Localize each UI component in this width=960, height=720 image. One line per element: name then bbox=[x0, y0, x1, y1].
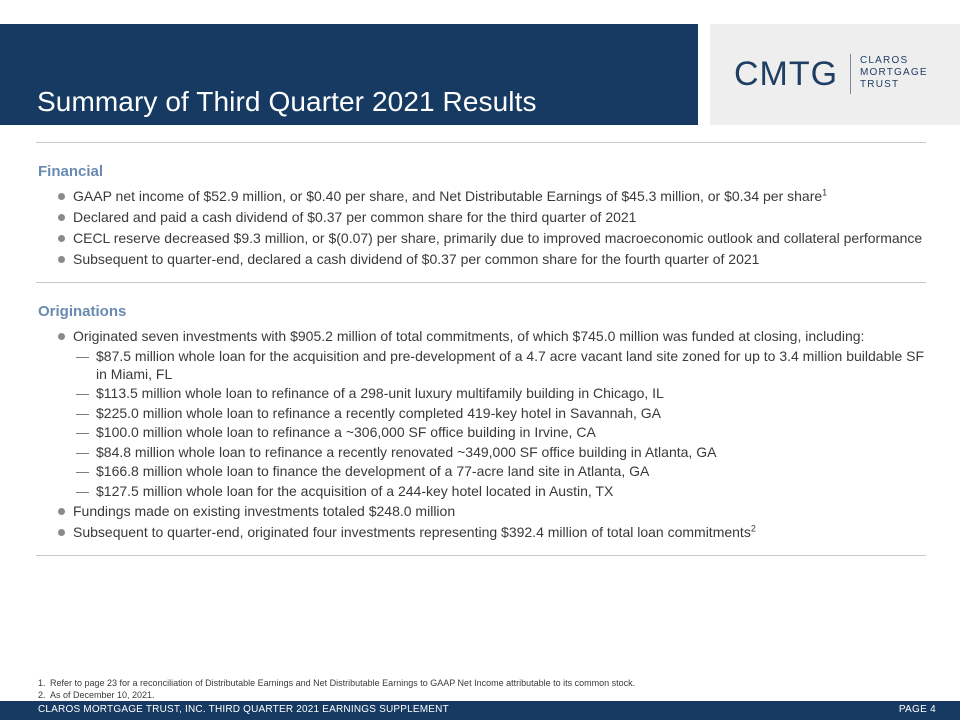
dash-icon: — bbox=[76, 464, 89, 479]
list-item-text: Subsequent to quarter-end, declared a cash dividend of $0.37 per common share for the fourth quarter of 2021 bbox=[73, 251, 760, 267]
footnote-ref: 1 bbox=[822, 187, 828, 198]
dash-icon: — bbox=[76, 444, 89, 460]
list-item bbox=[38, 250, 928, 269]
logo-mark: CMTG bbox=[734, 55, 839, 93]
list-item-text: Declared and paid a cash dividend of $0.37 per common share for the third quarter of 2021 bbox=[73, 209, 637, 225]
originations-section bbox=[38, 303, 928, 544]
footnote-number: 2. bbox=[38, 690, 46, 700]
sub-list-item bbox=[38, 444, 928, 462]
financial-section bbox=[38, 163, 928, 271]
sub-list-item-text: $225.0 million whole loan to refinance a recently completed 419-key hotel in Savannah, GA bbox=[96, 404, 662, 421]
footer-bar bbox=[0, 701, 960, 720]
dash-icon: — bbox=[76, 349, 89, 364]
sub-list-item bbox=[38, 348, 928, 383]
list-item bbox=[38, 208, 928, 227]
dash-icon: — bbox=[76, 483, 89, 499]
originations-list bbox=[38, 327, 928, 542]
footnote-number: 1. bbox=[38, 678, 46, 688]
logo bbox=[710, 24, 960, 125]
footnote bbox=[38, 689, 918, 701]
footnote-ref: 2 bbox=[750, 523, 756, 534]
divider bbox=[36, 282, 926, 283]
list-item-text: Subsequent to quarter-end, originated four investments representing $392.4 million of total loan commitments bbox=[73, 524, 751, 540]
list-item bbox=[38, 502, 928, 521]
sub-list-item-text: $113.5 million whole loan to refinance of a 298-unit luxury multifamily building in Chicago, IL bbox=[96, 385, 664, 401]
logo-line: TRUST bbox=[860, 79, 900, 90]
divider bbox=[36, 142, 926, 143]
page-number: PAGE 4 bbox=[898, 704, 936, 715]
bullet-dot-icon bbox=[58, 235, 65, 242]
list-item bbox=[38, 187, 928, 206]
footnote-text: Refer to page 23 for a reconciliation of Distributable Earnings and Net Distributable Earnings to GAAP Net Income attributable to its common stock. bbox=[50, 678, 636, 688]
list-item bbox=[38, 327, 928, 346]
logo-wordmark bbox=[860, 55, 928, 91]
list-item-text: Fundings made on existing investments totaled $248.0 million bbox=[73, 503, 456, 519]
footnotes bbox=[38, 677, 918, 701]
sub-list-item-text: $100.0 million whole loan to refinance a ~306,000 SF office building in Irvine, CA bbox=[96, 424, 596, 440]
financial-list bbox=[38, 187, 928, 269]
logo-line: MORTGAGE bbox=[860, 67, 928, 78]
sub-list-item-text: $84.8 million whole loan to refinance a recently renovated ~349,000 SF office building in Atlanta, GA bbox=[96, 443, 717, 460]
bullet-dot-icon bbox=[58, 333, 65, 340]
sub-list-item bbox=[38, 385, 928, 403]
bullet-dot-icon bbox=[58, 214, 65, 221]
bullet-dot-icon bbox=[58, 529, 65, 536]
bullet-dot-icon bbox=[58, 256, 65, 263]
footer-company: CLAROS MORTGAGE TRUST, INC. THIRD QUARTER 2021 EARNINGS SUPPLEMENT bbox=[38, 704, 449, 715]
list-item bbox=[38, 523, 928, 542]
footnote-text: As of December 10, 2021. bbox=[50, 690, 155, 700]
bullet-dot-icon bbox=[58, 508, 65, 515]
sub-list-item-text: $166.8 million whole loan to finance the development of a 77-acre land site in Atlanta, GA bbox=[96, 463, 650, 479]
footnote bbox=[38, 677, 918, 689]
sub-list-item bbox=[38, 424, 928, 442]
logo-divider bbox=[850, 54, 851, 94]
list-item-text: CECL reserve decreased $9.3 million, or $(0.07) per share, primarily due to improved macroeconomic outlook and collateral performance bbox=[73, 230, 923, 246]
bullet-dot-icon bbox=[58, 193, 65, 200]
sub-list-item bbox=[38, 483, 928, 501]
section-title-originations: Originations bbox=[38, 303, 127, 320]
dash-icon: — bbox=[76, 425, 89, 440]
sub-list-item bbox=[38, 405, 928, 423]
sub-list-item-text: $87.5 million whole loan for the acquisition and pre-development of a 4.7 acre vacant land site zoned for up to 3.4 million buildable SF in Miami, FL bbox=[96, 348, 925, 382]
list-item bbox=[38, 229, 928, 248]
section-title-financial: Financial bbox=[38, 163, 104, 180]
list-item-text: GAAP net income of $52.9 million, or $0.40 per share, and Net Distributable Earnings of $45.3 million, or $0.34 per share bbox=[73, 188, 823, 204]
sub-list-item-text: $127.5 million whole loan for the acquisition of a 244-key hotel located in Austin, TX bbox=[96, 482, 614, 499]
dash-icon: — bbox=[76, 386, 89, 401]
sub-list-item bbox=[38, 463, 928, 481]
logo-line: CLAROS bbox=[860, 55, 909, 66]
dash-icon: — bbox=[76, 405, 89, 421]
list-item-text: Originated seven investments with $905.2 million of total commitments, of which $745.0 million was funded at closing, including: bbox=[73, 328, 865, 344]
divider bbox=[36, 555, 926, 556]
page-title: Summary of Third Quarter 2021 Results bbox=[37, 86, 537, 117]
